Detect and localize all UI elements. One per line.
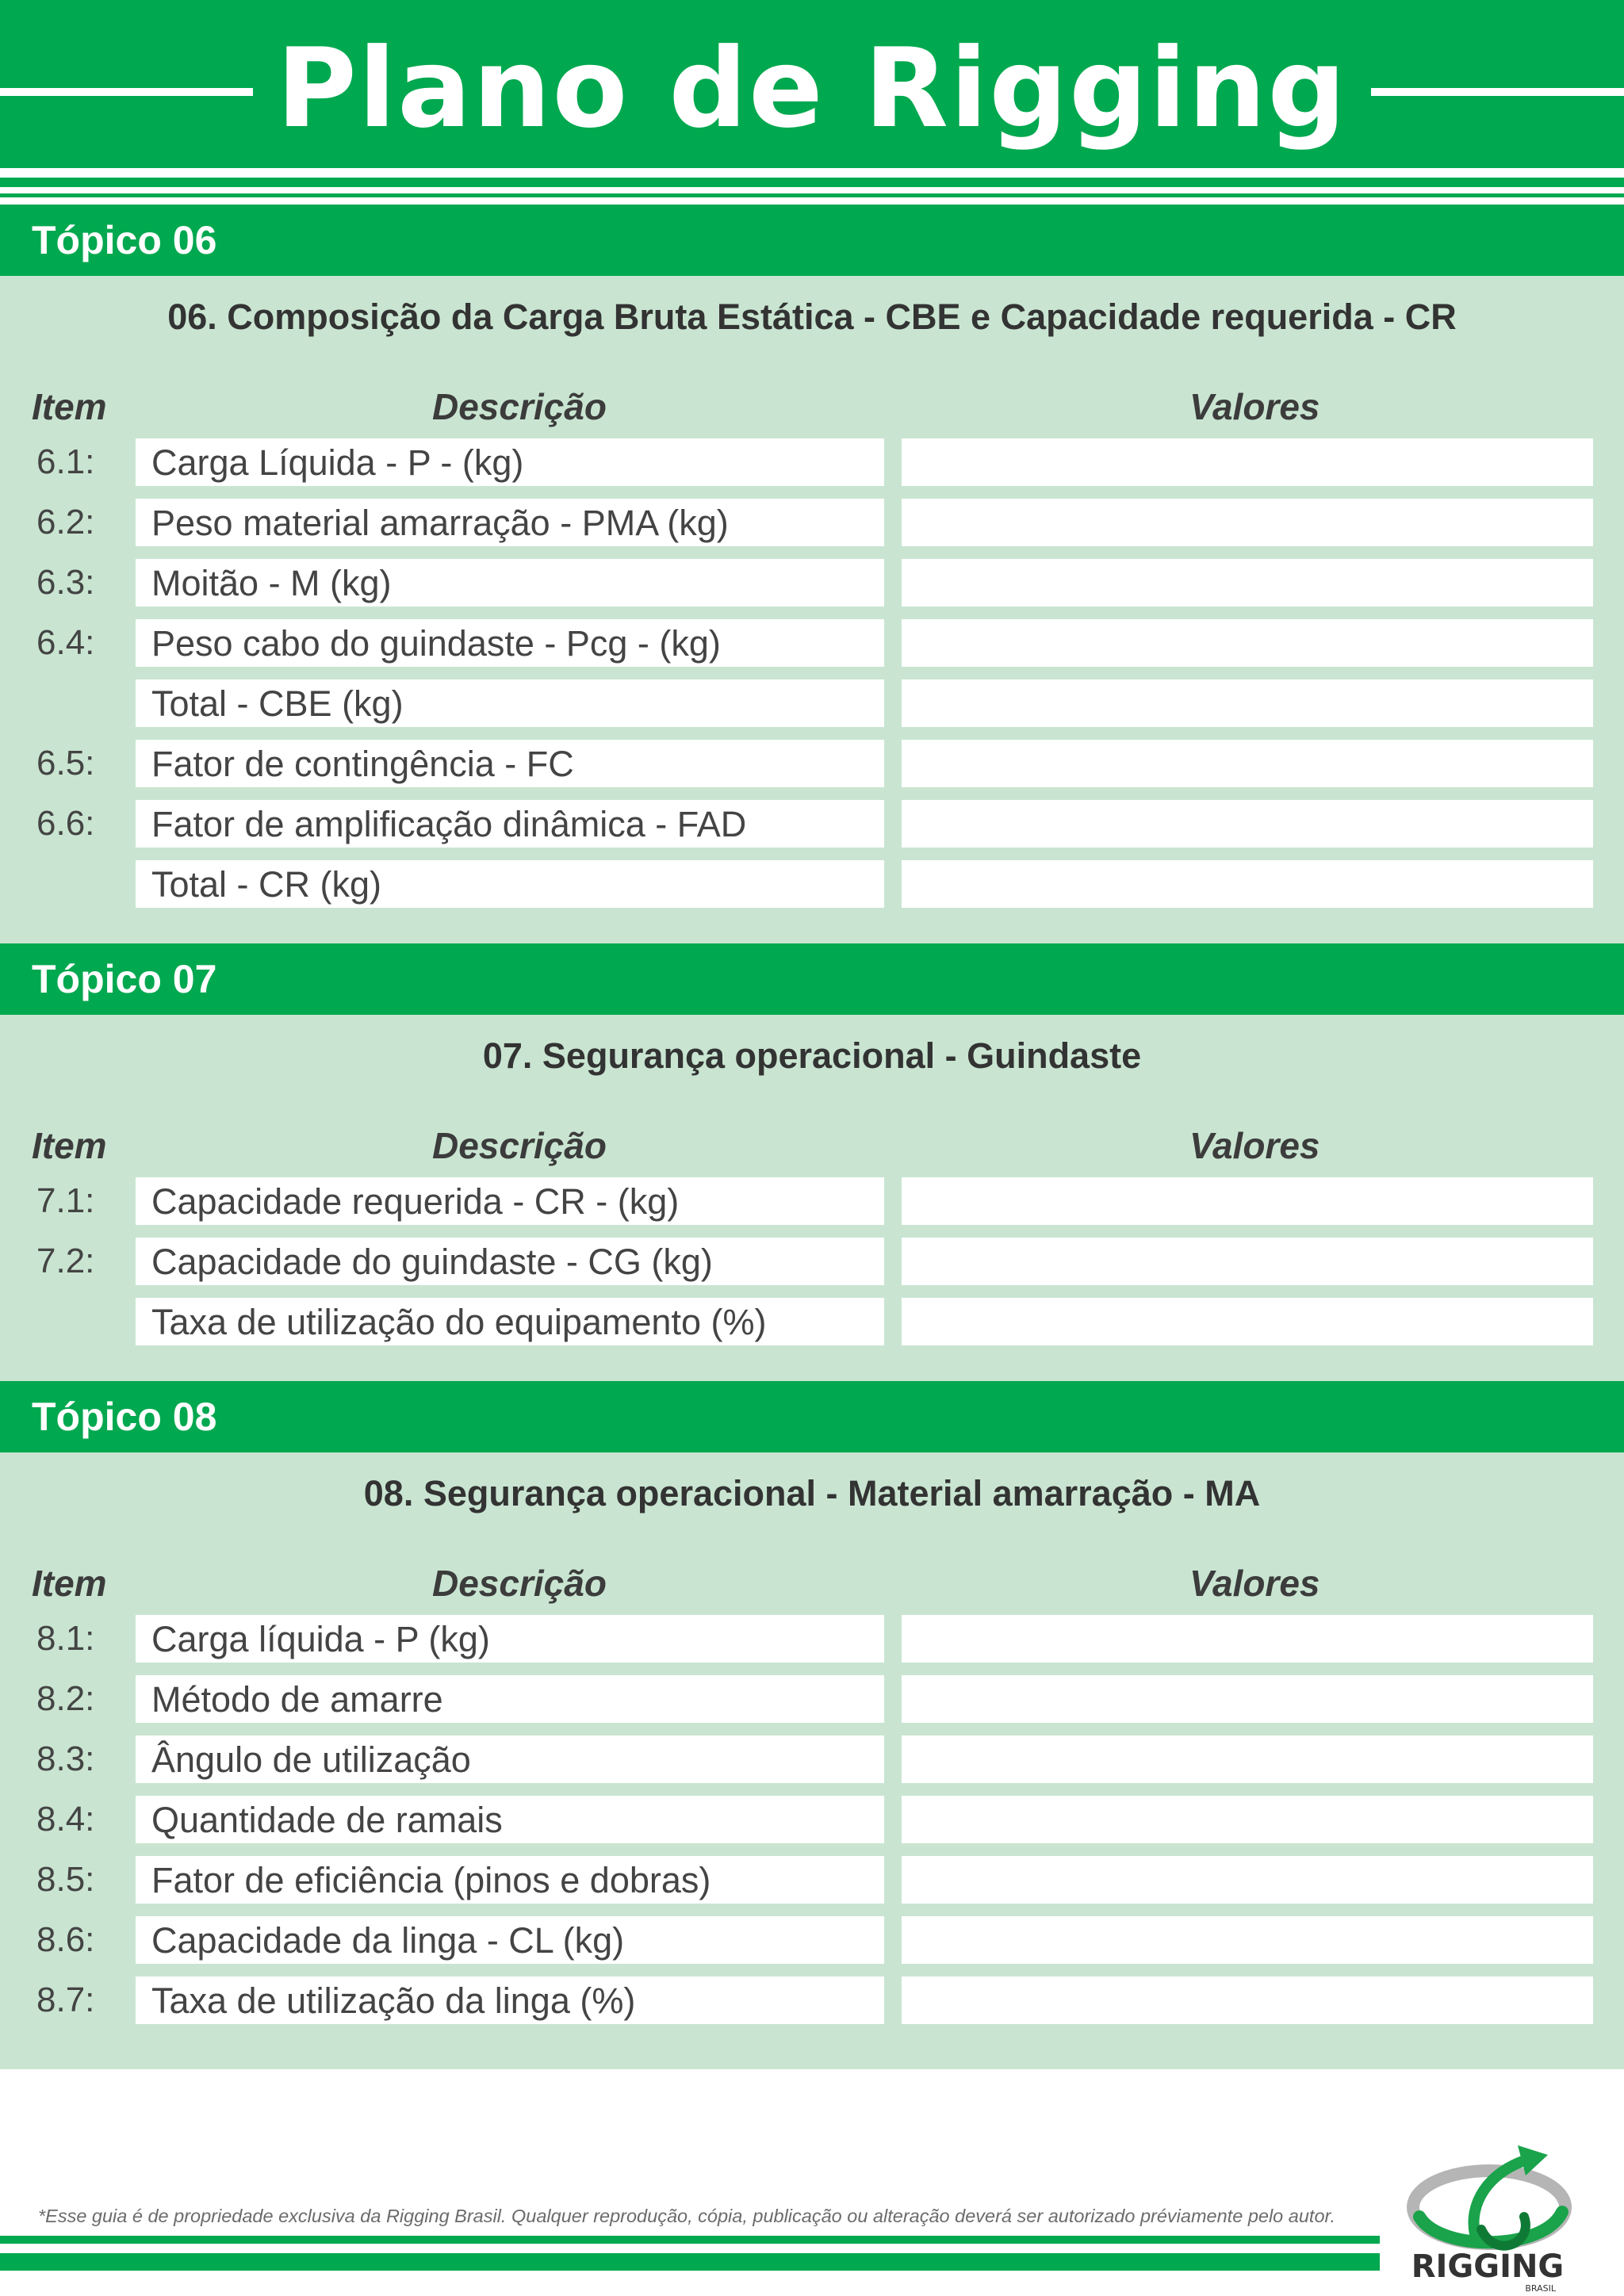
- row-description: Taxa de utilização do equipamento (%): [136, 1298, 884, 1345]
- row-description: Carga líquida - P (kg): [136, 1615, 884, 1663]
- row-description: Peso material amarração - PMA (kg): [136, 499, 884, 546]
- header-stripe: [0, 193, 1624, 197]
- row-item-number: 6.2:: [36, 503, 95, 541]
- topic-07-heading: 07. Segurança operacional - Guindaste: [482, 1035, 1142, 1076]
- topic-06-section: [0, 276, 1624, 943]
- value-field[interactable]: [902, 619, 1593, 667]
- row-description: Quantidade de ramais: [136, 1796, 884, 1843]
- value-field[interactable]: [902, 740, 1593, 787]
- row-item-number: 6.5:: [36, 744, 95, 783]
- logo-subtext: BRASIL: [1525, 2283, 1556, 2294]
- row-item-number: 8.2:: [36, 1679, 95, 1718]
- row-description: Peso cabo do guindaste - Pcg - (kg): [136, 619, 884, 667]
- table-row: [0, 1976, 1624, 2037]
- value-field[interactable]: [902, 800, 1593, 848]
- topic-08-heading: 08. Segurança operacional - Material amarração - MA: [363, 1473, 1261, 1513]
- table-row: [0, 1735, 1624, 1796]
- topic-07-section: [0, 1015, 1624, 1381]
- value-field[interactable]: [902, 679, 1593, 727]
- value-field[interactable]: [902, 1615, 1593, 1663]
- row-item-number: 8.7:: [36, 1980, 95, 2019]
- table-row: [0, 860, 1624, 920]
- row-description: Fator de contingência - FC: [136, 740, 884, 787]
- value-field[interactable]: [902, 559, 1593, 607]
- row-description: Total - CBE (kg): [136, 679, 884, 727]
- row-description: Capacidade requerida - CR - (kg): [136, 1177, 884, 1225]
- value-field[interactable]: [902, 1238, 1593, 1285]
- topic-08-rows: [0, 1615, 1624, 2037]
- table-row: [0, 499, 1624, 559]
- row-description: Total - CR (kg): [136, 860, 884, 908]
- logo-hook: [1481, 2217, 1526, 2246]
- table-row: [0, 1238, 1624, 1298]
- value-field[interactable]: [902, 1735, 1593, 1783]
- row-description: Capacidade da linga - CL (kg): [136, 1916, 884, 1964]
- column-header-item: Item: [32, 1125, 107, 1166]
- topic-08-bar: [0, 1381, 1624, 1452]
- value-field[interactable]: [902, 1298, 1593, 1345]
- row-item-number: 7.2:: [36, 1242, 95, 1280]
- footer-stripe: [0, 2253, 1380, 2271]
- row-description: Carga Líquida - P - (kg): [136, 438, 884, 486]
- column-header-values: Valores: [1189, 1563, 1320, 1604]
- table-row: [0, 1916, 1624, 1976]
- row-item-number: 6.3:: [36, 563, 95, 602]
- value-field[interactable]: [902, 1675, 1593, 1723]
- value-field[interactable]: [902, 1177, 1593, 1225]
- table-row: [0, 1796, 1624, 1856]
- value-field[interactable]: [902, 1916, 1593, 1964]
- table-row: [0, 438, 1624, 499]
- value-field[interactable]: [902, 1796, 1593, 1843]
- topic-08-section: [0, 1452, 1624, 2069]
- topic-08-label: Tópico 08: [32, 1395, 217, 1439]
- row-item-number: 8.1:: [36, 1619, 95, 1658]
- column-header-description: Descrição: [432, 1563, 607, 1604]
- value-field[interactable]: [902, 438, 1593, 486]
- column-header-item: Item: [32, 386, 107, 427]
- table-row: [0, 1856, 1624, 1916]
- row-item-number: 6.6:: [36, 804, 95, 843]
- topic-07-rows: [0, 1177, 1624, 1358]
- table-row: [0, 1298, 1624, 1358]
- column-header-values: Valores: [1189, 386, 1320, 427]
- row-description: Moitão - M (kg): [136, 559, 884, 607]
- topic-06-heading: 06. Composição da Carga Bruta Estática - CBE e Capacidade requerida - CR: [167, 297, 1457, 337]
- table-row: [0, 559, 1624, 619]
- table-row: [0, 1675, 1624, 1735]
- row-description: Fator de eficiência (pinos e dobras): [136, 1856, 884, 1904]
- value-field[interactable]: [902, 499, 1593, 546]
- column-header-item: Item: [32, 1563, 107, 1604]
- row-item-number: 6.4:: [36, 623, 95, 662]
- topic-07-label: Tópico 07: [32, 957, 217, 1001]
- table-row: [0, 800, 1624, 860]
- row-item-number: 7.1:: [36, 1181, 95, 1220]
- topic-06-rows: [0, 438, 1624, 920]
- row-description: Capacidade do guindaste - CG (kg): [136, 1238, 884, 1285]
- table-row: [0, 1615, 1624, 1675]
- table-row: [0, 679, 1624, 740]
- table-row: [0, 740, 1624, 800]
- value-field[interactable]: [902, 860, 1593, 908]
- row-item-number: 8.4:: [36, 1800, 95, 1839]
- logo-wordmark: RIGGING: [1411, 2248, 1565, 2285]
- topic-06-bar: [0, 205, 1624, 276]
- column-header-description: Descrição: [432, 1125, 607, 1166]
- table-row: [0, 619, 1624, 679]
- row-description: Método de amarre: [136, 1675, 884, 1723]
- copyright-disclaimer: *Esse guia é de propriedade exclusiva da Rigging Brasil. Qualquer reprodução, cópia, publicação ou alteração deverá ser autorizado préviamente pelo autor.: [38, 2206, 1335, 2226]
- header-stripe: [0, 178, 1624, 187]
- footer-stripe: [0, 2236, 1380, 2244]
- row-item-number: 6.1:: [36, 442, 95, 481]
- row-item-number: 8.3:: [36, 1739, 95, 1778]
- row-item-number: 8.6:: [36, 1920, 95, 1959]
- row-item-number: 8.5:: [36, 1860, 95, 1899]
- rigging-brasil-logo: [1392, 2141, 1583, 2296]
- page-title: Plano de Rigging: [0, 25, 1624, 152]
- value-field[interactable]: [902, 1976, 1593, 2024]
- topic-06-label: Tópico 06: [32, 218, 217, 262]
- table-row: [0, 1177, 1624, 1238]
- column-header-description: Descrição: [432, 386, 607, 427]
- row-description: Ângulo de utilização: [136, 1735, 884, 1783]
- row-description: Taxa de utilização da linga (%): [136, 1976, 884, 2024]
- value-field[interactable]: [902, 1856, 1593, 1904]
- row-description: Fator de amplificação dinâmica - FAD: [136, 800, 884, 848]
- column-header-values: Valores: [1189, 1125, 1320, 1166]
- topic-07-bar: [0, 943, 1624, 1015]
